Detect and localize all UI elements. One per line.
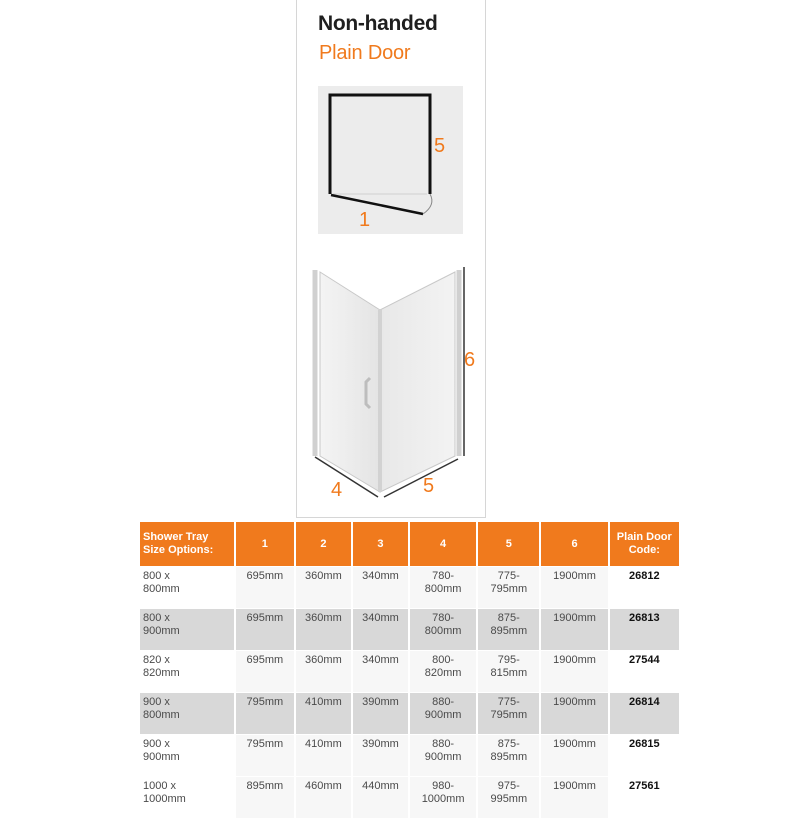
header-dimension-6: 6 <box>541 522 607 566</box>
dimension-2-cell: 410mm <box>296 693 351 734</box>
dimension-4-cell: 780- 800mm <box>410 567 476 608</box>
dimension-3-cell: 390mm <box>353 735 408 776</box>
dimension-2-cell: 360mm <box>296 609 351 650</box>
tray-size-cell: 800 x 900mm <box>140 609 234 650</box>
table-row <box>140 567 679 608</box>
dimension-6-cell: 1900mm <box>541 693 607 734</box>
dimension-1-cell: 795mm <box>236 693 294 734</box>
dimension-4-cell: 780- 800mm <box>410 609 476 650</box>
plain-door-code-cell: 27544 <box>610 651 679 692</box>
dimension-4-cell: 880- 900mm <box>410 693 476 734</box>
front-view-height-label: 6 <box>464 349 476 371</box>
left-glass-panel <box>320 272 380 492</box>
table-row <box>140 777 679 818</box>
dimension-1-cell: 695mm <box>236 651 294 692</box>
dimension-4-cell: 980- 1000mm <box>410 777 476 818</box>
plain-door-code-cell: 26813 <box>610 609 679 650</box>
dimension-1-cell: 695mm <box>236 609 294 650</box>
table-row <box>140 609 679 650</box>
top-view-background <box>318 86 463 234</box>
dimension-5-cell: 795- 815mm <box>478 651 539 692</box>
tray-size-cell: 900 x 900mm <box>140 735 234 776</box>
front-view-diagram <box>315 267 475 501</box>
tray-size-cell: 820 x 820mm <box>140 651 234 692</box>
dimension-6-cell: 1900mm <box>541 651 607 692</box>
header-dimension-2: 2 <box>296 522 351 566</box>
table-row <box>140 693 679 734</box>
dimension-3-cell: 340mm <box>353 651 408 692</box>
dimension-2-cell: 360mm <box>296 651 351 692</box>
dimension-6-cell: 1900mm <box>541 735 607 776</box>
dimension-6-cell: 1900mm <box>541 777 607 818</box>
dimension-5-cell: 775- 795mm <box>478 567 539 608</box>
plain-door-code-cell: 27561 <box>610 777 679 818</box>
dimension-1-cell: 895mm <box>236 777 294 818</box>
right-glass-panel <box>380 272 455 492</box>
dimension-3-cell: 340mm <box>353 567 408 608</box>
header-dimension-1: 1 <box>236 522 294 566</box>
product-subtitle: Plain Door <box>319 42 411 64</box>
dimension-4-cell: 880- 900mm <box>410 735 476 776</box>
table-row <box>140 735 679 776</box>
tray-size-cell: 800 x 800mm <box>140 567 234 608</box>
dimension-5-cell: 875- 895mm <box>478 735 539 776</box>
top-view-diagram <box>318 86 463 234</box>
tray-size-cell: 1000 x 1000mm <box>140 777 234 818</box>
header-dimension-5: 5 <box>478 522 539 566</box>
tray-size-cell: 900 x 800mm <box>140 693 234 734</box>
dimension-5-cell: 875- 895mm <box>478 609 539 650</box>
header-dimension-3: 3 <box>353 522 408 566</box>
dimension-2-cell: 410mm <box>296 735 351 776</box>
dimension-1-cell: 695mm <box>236 567 294 608</box>
dimension-5-cell: 775- 795mm <box>478 693 539 734</box>
plain-door-code-cell: 26815 <box>610 735 679 776</box>
header-plain-door-code: Plain Door Code: <box>610 522 679 566</box>
plain-door-code-cell: 26812 <box>610 567 679 608</box>
dimension-6-cell: 1900mm <box>541 567 607 608</box>
dimension-2-cell: 360mm <box>296 567 351 608</box>
dimension-1-cell: 795mm <box>236 735 294 776</box>
front-view-right-width-label: 5 <box>423 475 435 497</box>
product-title: Non-handed <box>318 12 438 35</box>
dimension-3-cell: 340mm <box>353 609 408 650</box>
plain-door-code-cell: 26814 <box>610 693 679 734</box>
header-dimension-4: 4 <box>410 522 476 566</box>
dimension-5-cell: 975- 995mm <box>478 777 539 818</box>
top-view-side-label: 5 <box>434 135 446 157</box>
front-view-left-width-label: 4 <box>331 479 343 501</box>
top-view-door-label: 1 <box>359 209 371 231</box>
dimension-2-cell: 460mm <box>296 777 351 818</box>
dimension-3-cell: 440mm <box>353 777 408 818</box>
dimension-3-cell: 390mm <box>353 693 408 734</box>
size-options-table <box>138 521 681 819</box>
table-header-row <box>140 522 679 566</box>
dimension-4-cell: 800- 820mm <box>410 651 476 692</box>
table-row <box>140 651 679 692</box>
dimension-6-cell: 1900mm <box>541 609 607 650</box>
header-size-options: Shower Tray Size Options: <box>140 522 234 566</box>
